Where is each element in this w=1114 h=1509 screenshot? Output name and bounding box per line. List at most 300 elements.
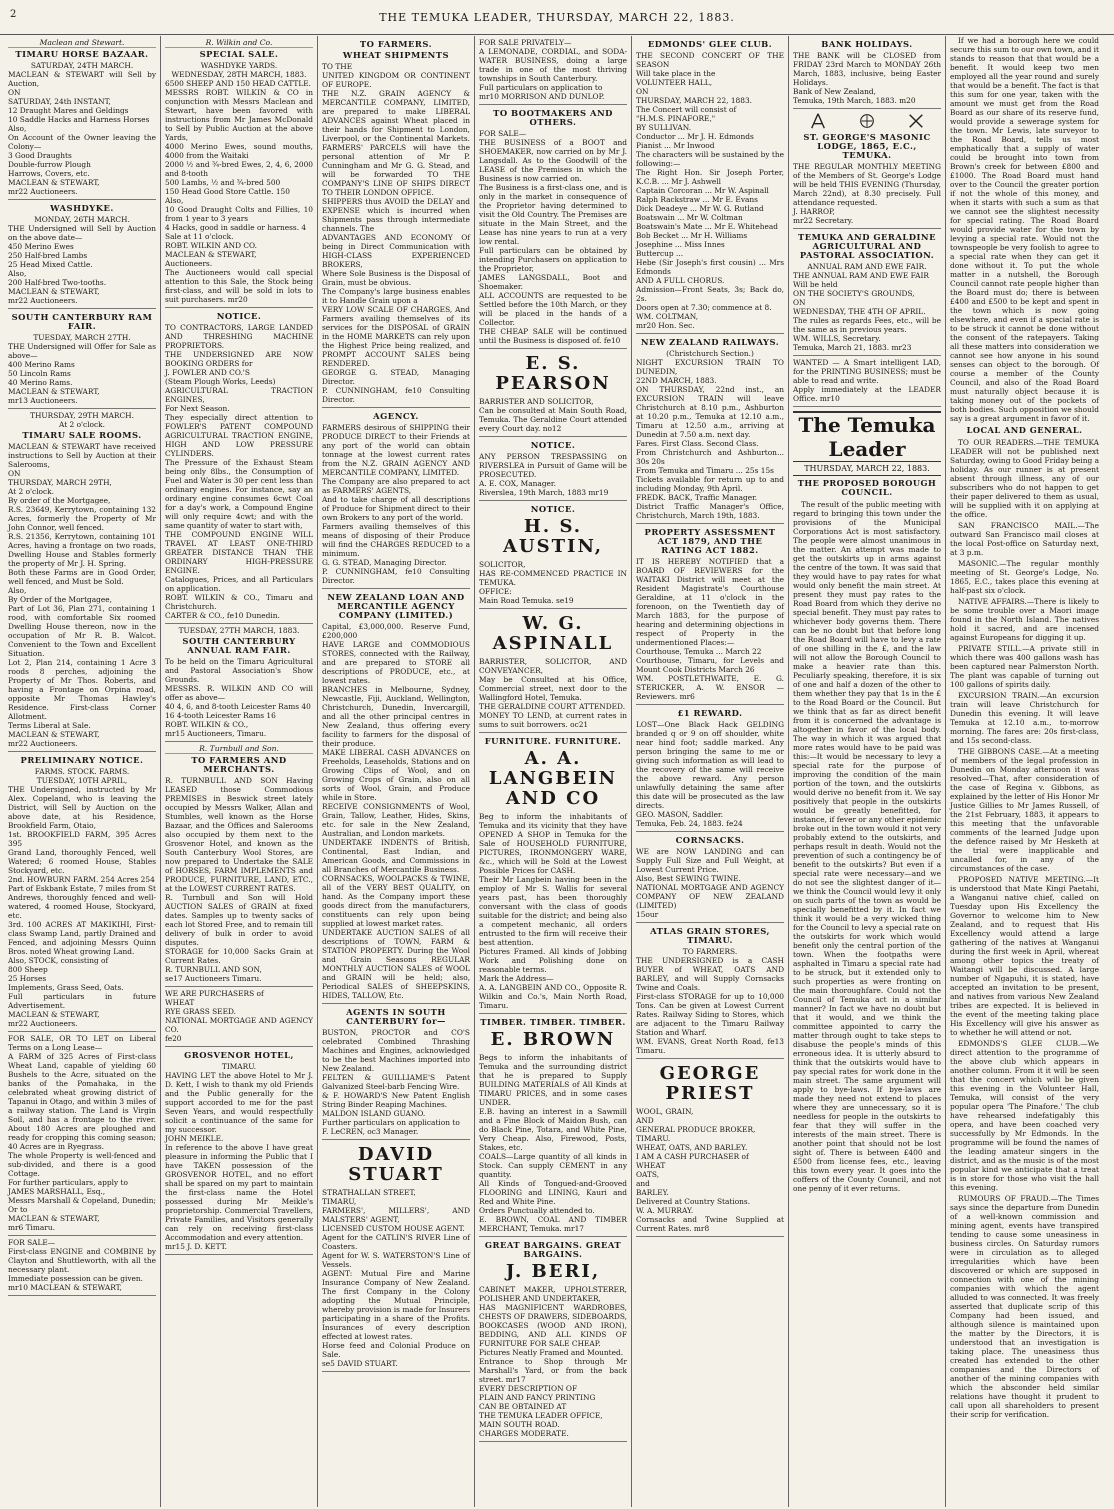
ad-line: 400 Merino Rams — [8, 360, 75, 369]
ad-line: THE UNDERSIGNED is a CASH BUYER of WHEAT, OATS AND BARLEY, and will Supply Cornsacks Twine and Coals. — [636, 956, 784, 992]
ad-line: 4000 Merino Ewes, sound mouths, 4000 from the Waitaki — [165, 142, 313, 160]
ad-sub: TO FARMERS. — [682, 947, 738, 956]
ad-line: THE Undersigned, instructed by Mr Alex. Copeland, who is leaving the District, will Sell by Auction on the above date, at his Residence, Brookfield Farm, Otaio, — [8, 785, 156, 830]
ad-bank-holidays — [793, 36, 941, 109]
ad-line: THE N.Z. GRAIN AGENCY & MERCANTILE COMPANY, LIMITED, are prepared to make LIBERAL ADVANCES against Wheat placed in their hands for Shipment to London, Liverpool, or the Continental Markets. FARMERS' PARCELS will have the personal attention of Mr P. Cunningham and Mr G. G. Stead, and will be forwarded TO THE COMPANY'S LINE OF SHIPS DIRECT TO THEIR LONDON OFFICE. — [322, 89, 470, 197]
ad-line: IT IS HEREBY NOTIFIED that a BOARD OF REVIEWERS for the WAITAKI District will meet at the Resident Magistrate's Courthouse Geraldine, at 11 o'clock in the forenoon, on the Twentieth day of March 1883, for the purpose of hearing and determining objections in respect of Property in the undermentioned Places:— — [636, 557, 784, 647]
ad-line: G. G. STEAD, Managing Director. — [322, 558, 447, 567]
ad-body — [793, 358, 941, 403]
ad-line: 40 Merino Rams. — [8, 378, 73, 387]
ad-line: Will take place in the — [636, 69, 716, 78]
ad-line: ADVANTAGES AND ECONOMY Of being in Direct Communication with HIGH-CLASS EXPERIENCED BROKERS, — [322, 233, 470, 269]
ad-sub: FARMS. STOCK. FARMS. — [34, 767, 130, 776]
ad-line: THE GERALDINE COURT ATTENDED. — [479, 702, 626, 711]
ad-line: mr22 Auctioneers. — [8, 296, 78, 305]
ad-line: For further particulars, apply to — [8, 1178, 128, 1187]
ad-line: The Company's large business enables it to Handle Grain upon a — [322, 287, 470, 305]
ad-line: First-class STORAGE for up to 10,000 Tons. Can be given at Lowest Current Rates. Railway Siding to Stores, which are adjacent to the Timaru Railway Station and Wharf. — [636, 992, 784, 1037]
ad-title: WASHDYKE. — [50, 203, 114, 213]
ad-line: First-class ENGINE and COMBINE by Clayton and Shuttleworth, with all the necessary plant. — [8, 1247, 156, 1274]
ad-preliminary-notice — [8, 752, 156, 1032]
ad-line: WE are NOW LANDING and can Supply Full Size and Full Weight, at Lowest Current Price. — [636, 847, 784, 874]
ad-line: MACLEAN & STEWART, — [8, 1214, 100, 1223]
ad-sub: ANNUAL RAM AND EWE FAIR. — [807, 262, 927, 271]
ad-line: MALDON ISLAND GUANO. — [322, 1109, 426, 1118]
ad-line: FOR SALE— — [8, 1238, 56, 1247]
ad-line: Orders Punctually attended to. — [479, 1206, 595, 1215]
ad-line: R. TURNBULL AND SON Having LEASED those Commodious PREMISES in Beswick street lately occupied by Messrs Walker, Allan and Stumbles, well known as the Horse Bazaar, and the Offices and Salerooms also occupied by them next to the Grosvenor Hotel, and known as the South Canterbury Wool Stores, are now prepared to Undertake the SALE of HORSES, FARM IMPLEMENTS and PRODUCE, FURNITURE, LAND, ETC., at the LOWEST CURRENT RATES. — [165, 776, 313, 893]
ad-title: SOUTH CANTERBURY RAM FAIR. — [11, 312, 153, 331]
ad-body — [322, 622, 470, 1000]
ad-line: FELTEN & GUILLIAME'S Patent Galvanized Steel-barb Fencing Wire. — [322, 1073, 470, 1091]
column-7 — [946, 36, 1103, 1507]
ad-line: A. A. LANGBEIN AND CO., Opposite R. Wilkin and Co.'s, Main North Road, Timaru. — [479, 983, 627, 1010]
ad-line: mr15 J. D. KETT. — [165, 1242, 227, 1251]
ad-sub: TIMARU. — [221, 1062, 257, 1071]
ad-line: mr22 Auctioneers. — [8, 739, 78, 748]
ad-line: Farmers availing themselves of this means of disposing of their Produce will find the CHARGES REDUCED to a minimum. — [322, 522, 470, 558]
ad-title: SPECIAL SALE. — [199, 49, 279, 59]
ad-line: 12 Draught Mares and Geldings — [8, 106, 129, 115]
ad-line: Also, — [165, 196, 184, 205]
ad-line: ANY PERSON TRESPASSING on RIVERSLEA in Pursuit of Game will be PROSECUTED. — [479, 452, 627, 479]
ad-title: GROSVENOR HOTEL, — [184, 1050, 294, 1060]
ad-line: Auctioneers. — [165, 259, 213, 268]
ad-line: Temuka, 19th March, 1883. m20 — [793, 96, 916, 105]
ad-line: BY SULLIVAN. — [636, 123, 692, 132]
ad-name: J. BERI, — [505, 1261, 601, 1282]
ad-date: SATURDAY, 24TH MARCH. — [30, 61, 134, 70]
ad-line: MACLEAN & STEWART, — [8, 387, 100, 396]
ad-title: NOTICE. — [530, 440, 576, 450]
ad-line: MACLEAN & STEWART, — [165, 250, 257, 259]
ad-line: Horse feed and Colonial Produce on Sale. — [322, 1341, 470, 1359]
ad-line: ALL ACCOUNTS are requested to be Settled before the 10th March, or they will be placed in the hands of a Collector. — [479, 291, 627, 327]
ad-property-assessment — [636, 524, 784, 705]
ad-line: Main Road Temuka. se19 — [479, 596, 574, 605]
ad-line: 3rd. 100 ACRES AT MAKIKIHI, First-class Swamp Land, partly Drained and Fenced, and adjoining Messrs Quinn Bros. noted Wheat growing Land. — [8, 920, 156, 956]
ad-line: HAS RE-COMMENCED PRACTICE IN TEMUKA. — [479, 569, 627, 587]
ad-line: ON — [8, 88, 21, 97]
ad-line: Messrs Marshall & Copeland, Dunedin; — [8, 1196, 157, 1205]
ad-line: Where Sole Business is the Disposal of Grain, must be obvious. — [322, 269, 470, 287]
ad-line: NATIONAL MORTGAGE AND AGENCY CO. — [165, 1016, 313, 1034]
ad-line: THE Undersigned will Offer for Sale as above— — [8, 342, 156, 360]
ad-body — [636, 720, 784, 828]
ad-line: Doors open at 7.30; commence at 8. — [636, 303, 772, 312]
ad-line: I AM A CASH PURCHASER of — [636, 1152, 749, 1161]
ad-line: R. Turnbull and Son will Hold AUCTION SALES of GRAIN at fixed dates. Samples up to twenty sacks of each lot Stored Free, and to remain till delivery of bulk in order to avoid disputes. — [165, 893, 313, 947]
ad-line: WM. EVANS, Great North Road, fe13 Timaru. — [636, 1037, 784, 1055]
ad-line: Bob Becket ... Mr H. Williams — [636, 231, 748, 240]
ad-line: TIMARU. — [636, 1134, 671, 1143]
ad-line: Begs to inform the inhabitants of Temuka and the surrounding district that he is prepared to Supply BUILDING MATERIALS of All Kinds at TIMARU PRICES, and in some cases UNDER. — [479, 1053, 627, 1107]
ad-line: All Kinds of Tongued-and-Grooved FLOORING and LINING, Kauri and Red and White Pine. — [479, 1179, 627, 1206]
ad-line: & F. HOWARD'S New Patent English String Binder Reaping Machines. — [322, 1091, 470, 1109]
ad-reward — [636, 705, 784, 832]
crossed-keys-icon — [907, 112, 925, 130]
ad-line: MAKE LIBERAL CASH ADVANCES on Freeholds, Leaseholds, Stations and on Growing Clips of Wool, and on Growing Crops of Grain, also on all sorts of Wool, Grain, and Produce while in Store. — [322, 748, 470, 802]
page-number: 2 — [10, 9, 18, 20]
ad-line: The Right Hon. Sir Joseph Porter, K.C.B. ... Mr J. Ashwell — [636, 168, 784, 186]
ad-line: ON — [636, 87, 649, 96]
ad-head: R. Wilkin and Co. — [165, 38, 313, 48]
ad-cornsacks — [636, 832, 784, 923]
ad-line: WOOL, GRAIN, — [636, 1107, 694, 1116]
ad-line: P. CUNNINGHAM, fe10 Consulting Director. — [322, 386, 470, 404]
ad-line: Captain Corcoran ... Mr W. Aspinall — [636, 186, 769, 195]
ad-line: Apply immediately at the LEADER Office. mr10 — [793, 385, 941, 403]
ad-line: Double-furrow Plough — [8, 160, 91, 169]
ad-line: Courthouse, Temuka ... March 22 — [636, 647, 762, 656]
ad-line: 200 Half-bred Two-tooths. — [8, 278, 107, 287]
ad-trespass-notice — [479, 437, 627, 501]
ad-line: ON THURSDAY, 22nd inst., an EXCURSION TRAIN will leave Christchurch at 8.10 p.m., Ashburton at 10.20 p.m., Temuka at 12.10 a.m., Timaru at 12.50 a.m., arriving at Dunedin at 7.50 a.m. next day. — [636, 385, 784, 439]
ad-line: Hebe (Sir Joseph's first cousin) ... Mrs Edmonds — [636, 258, 784, 276]
ad-line: RECEIVE CONSIGNMENTS of Wool, Grain, Tallow, Leather, Hides, Skins, etc. for sale in the New Zealand, Australian, and London markets. — [322, 802, 470, 838]
ad-line: 1st. BROOKFIELD FARM, 395 Acres 395 — [8, 830, 156, 848]
ad-line: 25 Horses — [8, 974, 47, 983]
ad-line: SHIPPERS thus AVOID the DELAY and EXPENSE which is incurred when Shipments pass through intermediate channels. The — [322, 197, 470, 233]
ad-masonic-lodge — [793, 109, 941, 229]
ad-line: THE UNDERSIGNED ARE NOW BOOKING ORDERS for — [165, 350, 313, 368]
ad-date: THURSDAY, 29TH MARCH. — [30, 411, 134, 420]
ad-line: OFFICE: — [479, 587, 512, 596]
ad-line: Also, — [8, 124, 27, 133]
ad-body — [479, 38, 627, 101]
ad-title: FURNITURE. FURNITURE. — [484, 736, 622, 746]
ad-body — [165, 989, 313, 1043]
ad-line: Riverslea, 19th March, 1883 mr19 — [479, 488, 609, 497]
ad-line: Both these Farms are in Good Order, well fenced, and Must be Sold. — [8, 568, 156, 586]
ad-line: Immediate possession can be given. — [8, 1274, 144, 1283]
ad-line: LOST—One Black Hack GELDING branded q or 9 on off shoulder, white near hind foot; saddle marked. Any person bringing the same to me or giving such information as will lead to the recovery of the same will receive the above reward. Any person unlawfully detaining the same after this date will be prosecuted as the law directs. — [636, 720, 784, 810]
ad-body — [793, 271, 941, 352]
ad-line: Can be consulted at Main South Road, Temuka. The Geraldine Court attended every Court day. no12 — [479, 406, 627, 433]
ad-bootmakers — [479, 105, 627, 349]
ad-beri — [479, 1237, 627, 1442]
ad-body — [479, 560, 627, 605]
ad-line: THE REGULAR MONTHLY MEETING of the Members of St. George's Lodge will be held THIS EVENING (Thursday, March 22nd), at 8.30 precisely. Full attendance requested. — [793, 162, 941, 207]
ad-pearson — [479, 349, 627, 437]
ad-line: VERY LOW SCALE OF CHARGES, And Farmers availing themselves of its services for the DISPOSAL of GRAIN in the HOME MARKETS can rely upon the Highest Price being realized, and PROMPT ACCOUNT SALES being RENDERED. — [322, 305, 470, 368]
ad-line: Capital, £3,000,000. Reserve Fund, £200,000 — [322, 622, 470, 640]
ad-line: MACLEAN & STEWART, — [8, 730, 100, 739]
ad-line: The Pressure of the Exhaust Steam being only 8lbs., the Consumption of Fuel and Water is 30 per cent less than ordinary engines. For instance, say an ordinary engine consumes 6cwt Coal for a day's work, a Compound Engine will only require 4cwt; and with the same quantity of water to start with, — [165, 458, 313, 530]
ad-line: F. LeCREN, oc3 Manager. — [322, 1127, 419, 1136]
ad-line: Or to — [8, 1205, 28, 1214]
ad-brown-timber — [479, 1014, 627, 1237]
ad-line: RYE GRASS SEED. — [165, 1007, 236, 1016]
ad-line: 15our — [636, 910, 659, 919]
paragraph: SAN FRANCISCO MAIL.—The outward San Francisco mail closes at the local Post-office on Saturday next, at 3 p.m. — [950, 521, 1099, 557]
ad-line: THE CHEAP SALE will be continued until the Business is disposed of. fe10 — [479, 327, 627, 345]
ad-line: VOLUNTEER HALL, — [636, 78, 713, 87]
ad-line: SOLICITOR, — [479, 560, 526, 569]
ad-line: And to take charge of all descriptions of Produce for Shipment direct to their own Brokers to any port of the world. — [322, 495, 470, 522]
ad-date: TUESDAY, 10TH APRIL, — [36, 776, 128, 785]
ad-line: Boatswain ... Mr W. Coltman — [636, 213, 743, 222]
ad-body — [165, 657, 313, 738]
ad-line: Further particulars on application to — [322, 1118, 460, 1127]
ad-line: mr13 Auctioneers. — [8, 396, 78, 405]
ad-annual-ram-fair — [165, 624, 313, 742]
ad-line: Courthouse, Timaru, for Levels and Mount Cook Districts March 26 — [636, 656, 784, 674]
ad-line: To be held on the Timaru Agricultural and Pastoral Association's Show Grounds. — [165, 657, 313, 684]
ad-date: MONDAY, 26TH MARCH. — [34, 215, 130, 224]
ad-line: 22ND MARCH, 1883. — [636, 376, 717, 385]
ad-line: ON THE SOCIETY'S GROUNDS, — [793, 289, 915, 298]
ad-body — [636, 1107, 784, 1233]
ad-line: TIMARU, — [322, 1197, 357, 1206]
ad-line: BARLEY. — [636, 1188, 669, 1197]
ad-line: Pictures Framed. All kinds of Jobbing Work and Polishing done on reasonable terms. — [479, 947, 627, 974]
ad-farm-for-sale — [8, 1032, 156, 1236]
paragraph: If we had a borough here we could secure this sum to our own town, and it stands to reason that that would be a benefit. It would keep two men employed all the year round and surely that would be a benefit. The fact is that this sum for one year, taken with the amount we must get from the Road Board as our share of its reserve fund, would provide a sewerage system for the town. Mr Lewis, late surveyor to the Road Board, tells us most emphatically that a supply of water could be brought into town from Brown's creek for between £800 and £1000. The Road Board must hand over to the Council the greater portion if not the whole of this money, and when it starts with such a sum as that we cannot see the slightest necessity for special rating. The Road Board would provide water for the town by levying a special rate. Would not the townspeople be very foolish to agree to a special rate when they can get it done without it. To put the whole matter in a nutshell, the Borough Council cannot rate people higher than the Board must do; there is between £400 and £500 to be kept and spent in the town which is now going elsewhere, and even if a special rate is to be struck it cannot be done without the consent of the ratepayers. Taking all these matters into consideration we cannot see how anyone in his sound senses can object to the borough. Of course a member of the County Council, and also of the Road Board must naturally object because it is taking money out of the pockets of both bodies. Such opposition we should say is a great argument in favor of it. — [950, 36, 1099, 423]
ad-line: District Traffic Manager's Office, Christchurch, March 19th, 1883. — [636, 502, 784, 520]
ad-line: Fares. First Class. Second Class. — [636, 439, 759, 448]
ad-body — [479, 1053, 627, 1233]
ad-line: Cornsacks and Twine Supplied at Current Rates. mr8 — [636, 1215, 784, 1233]
ad-line: Temuka, March 21, 1883. mr23 — [793, 343, 912, 352]
ad-line: Entrance to Shop through Mr Marshall's Yard, or from the back street. mr17 — [479, 1357, 627, 1384]
ad-line: COALS—Large quantity of all kinds in Stock. Can supply CEMENT in any quantity. — [479, 1152, 627, 1179]
ad-title: AGENTS IN SOUTH CANTERBURY for— — [346, 1007, 446, 1026]
article-body — [793, 500, 941, 1193]
paragraph: RUMOURS OF FRAUD.—The Times says since the departure from Dunedin of a well-known commission and mining agent, events have transpired tending to cause some uneasiness in business circles. On Saturday rumors were in circulation as to alleged irregularities which have been discovered or which are supposed in connection with one of the mining companies with which the agent alluded to was connected. It was freely asserted that duplicate scrip of this Company had been issued, and although silence is maintained upon the matter by the Directors, it is understood that an investigation is taking place. The uneasiness thus created has extended to the other companies and the Directors of another of the mining companies with which the absconder held similar relations have thought it prudent to call upon all shareholders to present their scrip for verification. — [950, 1194, 1099, 1419]
ad-line: mr20 Hon. Sec. — [636, 321, 695, 330]
paragraph: The result of the public meeting with regard to bringing this town under the provisions of the Municipal Corporations Act is most satisfactory. The people were almost unanimous in the matter. An attempt was made to get the outskirts up in arms against the centre of the town. It was said that they would have to pay rates for what would only benefit the main street. At present they must pay rates to the Road Board from which they derive no special benefit. They must pay rates to whichever body governs them. There can be no doubt but that before long the Road Board will have to levy a rate of one shilling in the £, and the law will not allow the Borough Council to make a heavier rate than this. Peculiarly speaking, therefore, it is six of one and half a dozen of the other to them whether they pay that 1s in the £ to the Road Board or the Council. But we think that as far as direct benefit from it is concerned the advantage is altogether in favor of the local body. The way in which it was argued that more rates would have to be paid was this:—It would be necessary to levy a special rate for the purpose of improving the condition of the main portion of the town, and the outskirts would derive no benefit from it. We say positively that people in the outskirts would be greatly benefitted, for instance, if fever or any other epidemic broke out in the town would it not very probably extend to the outskirts, and perhaps result in death. Would not the prevention of such a contingency be of benefit to the outskirts? But even if a special rate were necessary—and we do not see the slightest danger of it—we think the Council would levy it only on such parts of the town as would be specially benefitted by it. In fact we think it would be a very wicked thing for the Council to levy a special rate on the outskirts for work which would benefit only the central portion of the town. When the footpaths were asphalted in Timaru a special rate had to be struck, but it extended only to such properties as were fronting on the main thoroughfare. Could not the Council of Temuka act in a similar manner? In fact we have no doubt but that it would, and we think the committee appointed to carry the matter through ought to take steps to disabuse the people's minds of this erroneous idea. It is utterly absurd to think that the outskirts would have to pay special rates for work done in the main street. The same argument will apply to bye-laws. If bye-laws are made they need not extend to places where they are unnecessary, so it is needless for people in the outskirts to fear that they will suffer in the interests of the main street. There is another point that should not be lost sight of. There is between £400 and £500 from license fees, etc., leaving this town every year. It goes into the coffers of the County Council, and not one penny of it ever returns. — [793, 500, 941, 1193]
ad-line: The whole Property is well-fenced and sub-divided, and there is a good Cottage. — [8, 1151, 156, 1178]
ad-name: GEORGE PRIEST — [659, 1063, 761, 1104]
ad-line: Agent for W. S. WATERSTON'S Line of Vessels. — [322, 1251, 470, 1269]
paragraph: NATIVE AFFAIRS.—There is likely to be some trouble over a Maori image found in the North Island. The natives hold it sacred, and are incensed against Europeans for digging it up. — [950, 597, 1099, 642]
ad-line: A LEMONADE, CORDIAL, and SODA-WATER BUSINESS, doing a large trade in one of the most thriving townships in South Canterbury. — [479, 47, 627, 83]
ad-aspinall — [479, 609, 627, 733]
ad-line: Temuka, Feb. 24, 1883. fe24 — [636, 819, 743, 828]
ad-line: Agent for the CATLIN'S RIVER Line of Coasters. — [322, 1233, 470, 1251]
ad-line: FOR SALE— — [479, 129, 527, 138]
ad-line: P. CUNNINGHAM, fe10 Consulting Director. — [322, 567, 470, 585]
ad-line: From Temuka and Timaru ... 25s 15s — [636, 466, 774, 475]
ad-line: WM. POSTLETHWAITE, E. G. STERICKER, A. W. ENSOR — Reviewers. mr6 — [636, 674, 784, 701]
ad-line: WANTED — A Smart intelligent LAD, for the PRINTING BUSINESS; must be able to read and write. — [793, 358, 941, 385]
ad-body — [8, 1238, 156, 1292]
ad-title: NEW ZEALAND RAILWAYS. — [640, 337, 780, 347]
ad-line: mr22 Auctioneers. — [8, 187, 78, 196]
ad-line: Also, Best SEWING TWINE. — [636, 874, 741, 883]
column-1 — [4, 36, 161, 1507]
ad-line: mr22 Secretary. — [793, 216, 854, 225]
ad-body — [165, 1071, 313, 1251]
ad-body — [322, 1028, 470, 1136]
paragraph: TO OUR READERS.—THE TEMUKA LEADER will not be published next Saturday, owing to Good Friday being a holiday. As our runner is at present absent through illness, any of our subscribers who do not happen to get their paper delivered to them as usual, will be supplied with it on applying at the office. — [950, 438, 1099, 519]
ad-title: EDMONDS' GLEE CLUB. — [647, 39, 773, 49]
ad-line: FREDK. BACK, Traffic Manager. — [636, 493, 758, 502]
ad-austin — [479, 501, 627, 609]
ad-line: TO CONTRACTORS, LARGE LANDED AND THRESHING MACHINE PROPRIETORS. — [165, 323, 313, 350]
ad-line: ON — [793, 298, 806, 307]
newspaper-nameplate: The Temuka Leader — [793, 411, 941, 462]
ad-line: BUSTON, PROCTOR and CO'S celebrated Combined Thrashing Machines and Engines, acknowledged to be the best Machines imported into New Zealand. — [322, 1028, 470, 1073]
ad-line: By order of the Mortgagee, — [8, 496, 111, 505]
ad-line: CHARGES MODERATE. — [479, 1429, 569, 1438]
ad-sub: WHEAT SHIPMENTS — [342, 50, 450, 60]
ad-line: and — [636, 1179, 650, 1188]
ad-line: GENERAL PRODUCE BROKER, — [636, 1125, 756, 1134]
ad-line: Also, — [8, 269, 27, 278]
ad-railways — [636, 334, 784, 524]
ad-body — [8, 442, 156, 748]
paragraph: EDMONDS'S GLEE CLUB.—We direct attention to the programme of the above club which appears in another column. From it it will be seen that the concert which will be given this evening in the Volunteer Hall, Temuka, will consist of the very popular opera 'The Pinafore.' The club have rehearsed indefatigably this opera, and have been coached very successfully by Mr Edmonds. In the programme will be found the names of the leading amateur singers in the district, and as the music is of the most popular kind we anticipate that a treat is in store for those who visit the hall this evening. — [950, 1039, 1099, 1192]
ad-washdyke — [8, 200, 156, 309]
ad-line: Josephine ... Miss Innes — [636, 240, 725, 249]
ad-line: WHEAT — [165, 998, 195, 1007]
ad-line: R.S. 23649, Kerrytown, containing 132 Acres, formerly the Property of Mr John Connor, well fenced. — [8, 505, 156, 532]
ad-line: Bank of New Zealand, — [793, 87, 877, 96]
ad-sub: WASHDYKE YARDS. — [200, 61, 278, 70]
ad-line: se5 DAVID STUART. — [322, 1359, 398, 1368]
ad-title: TEMUKA AND GERALDINE AGRICULTURAL AND PASTORAL ASSOCIATION. — [798, 232, 936, 260]
ad-line: CABINET MAKER, UPHOLSTERER, POLISHER AND UNDERTAKER, — [479, 1285, 627, 1303]
ad-line: Lot 2, Plan 214, containing 1 Acre 3 roods 8 perches, adjoining the Property of Mr Thos. Roberts, and having a Frontage on Orpina road, opposite Mr Thomas Hawley's Residence. First-class Corner Allotment. — [8, 658, 156, 721]
ad-line: BARRISTER, SOLICITOR, AND CONVEYANCER, — [479, 657, 627, 675]
ad-line: JOHN MEIKLE. — [165, 1134, 224, 1143]
ad-line: THE BANK will be CLOSED from FRIDAY 23rd March to MONDAY 26th March, 1883, inclusive, being Easter Holidays. — [793, 51, 941, 87]
ad-line: STRATHALLAN STREET, — [322, 1188, 416, 1197]
compass-icon — [809, 112, 827, 130]
ad-line: MACLEAN & STEWART, — [8, 1010, 100, 1019]
ad-title: NEW ZEALAND LOAN AND MERCANTILE AGENCY COMPANY (LIMITED.) — [327, 592, 465, 620]
ad-line: 4 Hacks, good in saddle or harness. 4 — [165, 223, 307, 232]
ad-line: Part of Eskbank Estate, 7 miles from St Andrews, thoroughly fenced and well-watered, 4 roomed House, Stockyard, etc. — [8, 884, 156, 920]
ad-line: 150 Head Good Store Cattle. 150 — [165, 187, 290, 196]
ad-title: NOTICE. — [216, 311, 262, 321]
ad-line: NATIONAL MORTGAGE AND AGENCY COMPANY OF NEW ZEALAND (LIMITED) — [636, 883, 784, 910]
ad-agents-south-canterbury — [322, 1004, 470, 1140]
ad-line: WM. WILLS, Secretary. — [793, 334, 881, 343]
ad-line: In reference to the above I have great pleasure in informing the Public that I have TAKEN possession of the GROSVENOR HOTEL, and no effort shall be spared on my part to maintain the first-class name the Hotel possessed during Mr Meikle's proprietorship. Commercial Travellers, Private Families, and Visitors generally can rely on receiving first-class Accommodation and every attention. — [165, 1143, 313, 1242]
columns — [4, 36, 1110, 1507]
dateline: THURSDAY, MARCH 22, 1883. — [793, 464, 941, 476]
ad-line: WE ARE PURCHASERS of — [165, 989, 264, 998]
ad-line: Dick Deadeye ... Mr W. G. Rutland — [636, 204, 764, 213]
ad-line: ON — [8, 469, 21, 478]
ad-line: AGENT: Mutual Fire and Marine Insurance Company of New Zealand. The first Company in the Colony adopting the Mutual Principle, whereby provision is made for Insurers participating in a share of the Profits. Insurances of every description effected at lowest rates. — [322, 1269, 470, 1341]
ad-wanted-lad — [793, 356, 941, 407]
ad-line: mr6 Timaru. — [8, 1223, 55, 1232]
ad-line: 10 Good Draught Colts and Fillies, 10 from 1 year to 3 years — [165, 205, 313, 223]
ad-glee-club — [636, 36, 784, 334]
ad-line: ROBT. WILKIN AND CO. — [165, 241, 257, 250]
ad-line: TO THE — [322, 62, 353, 71]
ad-line: 6500 SHEEP AND 150 HEAD CATTLE. — [165, 79, 312, 88]
ad-line: 800 Sheep — [8, 965, 48, 974]
column-6 — [789, 36, 946, 1507]
ad-body — [165, 776, 313, 983]
ad-line: 500 Lambs, ½ and ¾-bred 500 — [165, 178, 281, 187]
column-4 — [475, 36, 632, 1507]
ad-date: TUESDAY, MARCH 27TH. — [33, 333, 131, 342]
ad-date: WEDNESDAY, 28TH MARCH, 1883. — [171, 70, 307, 79]
ad-title: ATLAS GRAIN STORES, TIMARU. — [650, 926, 770, 945]
ad-line: mr15 Auctioneers, Timaru. — [165, 729, 267, 738]
ad-line: MONEY TO LEND, at current rates in sums to suit borrowers. oc21 — [479, 711, 627, 729]
ad-line: E. BROWN, COAL AND TIMBER MERCHANT, Temuka. mr17 — [479, 1215, 627, 1233]
ad-body — [793, 51, 941, 105]
ad-line: OATS, — [636, 1170, 660, 1179]
ad-line: AND — [636, 1116, 654, 1125]
ad-line: From Christchurch and Ashburton... 30s 20s — [636, 448, 784, 466]
ad-line: HAVE LARGE and COMMODIOUS STORES, connected with the Railway, and are prepared to STORE all descriptions of PRODUCE, etc., at lowest rates. — [322, 640, 470, 685]
ad-line: The Business is a first-class one, and is only in the market in consequence of the Proprietor having determined to visit the Old Country. The Premises are situate in the Main Street, and the Lease has nine years to run at a very low rental. — [479, 183, 627, 246]
ad-line: A. E. COX, Manager. — [479, 479, 556, 488]
ad-line: CAN BE OBTAINED AT — [479, 1402, 567, 1411]
ad-line: A FARM of 325 Acres of First-class Wheat Land, capable of yielding 60 Bushels to the Acre, situated on the banks of the Pomahaka, in the celebrated wheat growing district of Tapanui in Otago, and within 3 miles of a railway station. The Land is Virgin Soil, and has a frontage to the river. About 180 Acres are ploughed and ready for cropping this coming season; 40 Acres are in Ryegrass. — [8, 1052, 156, 1151]
ad-line: MESSRS ROBT. WILKIN & CO in conjunction with Messrs Maclean and Stewart, have been favored with instructions from Mr James McDonald to Sell by Public Auction at the above Yards, — [165, 88, 313, 142]
ad-title: TO FARMERS. — [359, 39, 433, 49]
local-general-title: LOCAL AND GENERAL. — [966, 425, 1083, 435]
ad-line: LICENSED CUSTOM HOUSE AGENT. — [322, 1224, 465, 1233]
ad-body — [636, 847, 784, 919]
ad-line: HAS MAGNIFICENT WARDROBES, CHESTS OF DRAWERS, SIDEBOARDS, BOOKCASES (WOOD AND IRON), BEDDING, AND ALL KINDS OF FURNITURE FOR SALE CHEAP. — [479, 1303, 627, 1348]
ad-title: PROPERTY ASSESSMENT ACT 1879, AND THE RATING ACT 1882. — [644, 527, 776, 555]
ad-atlas-grain — [636, 923, 784, 1059]
ad-line: THE SECOND CONCERT OF THE SEASON — [636, 51, 784, 69]
ad-line: R. TURNBULL AND SON, — [165, 965, 262, 974]
ad-body — [322, 423, 470, 585]
ad-line: Grand Land, thoroughly Fenced, well Watered; 6 roomed House, Stables Stockyard, etc. — [8, 848, 156, 875]
ad-george-priest — [636, 1059, 784, 1237]
page-header-title: THE TEMUKA LEADER, THURSDAY, MARCH 22, 1883. — [379, 10, 735, 24]
ad-title: £1 REWARD. — [677, 708, 743, 718]
ad-line: MACLEAN & STEWART, — [8, 287, 100, 296]
ad-special-sale — [165, 36, 313, 308]
ad-line: AGRICULTURAL TRACTION ENGINES, — [165, 386, 313, 404]
ad-title: ST. GEORGE'S MASONIC LODGE, 1865, E.C., TEMUKA. — [803, 132, 931, 160]
ad-line: J. FOWLER AND CO.'S — [165, 368, 250, 377]
ad-title: BANK HOLIDAYS. — [821, 39, 913, 49]
paragraph: THE GIBBONS CASE.—At a meeting of members of the legal profession in Dunedin on Monday afternoon it was resolved—That, after consideration of the case of Regina v. Gibbons, as explained by the letter of His Honor Mr Justice Gillies to Mr James Russell, of the 21st February, 1883, it appears to this meeting that the unfavorable comments of the learned Judge upon the defence raised by Mr Hesketh at the trial were inapplicable and uncalled for, in any of the circumstances of the case. — [950, 747, 1099, 873]
ad-title: SOUTH CANTERBURY ANNUAL RAM FAIR. — [182, 636, 296, 655]
column-5 — [632, 36, 789, 1507]
ad-line: W. A. MURRAY. — [636, 1206, 694, 1215]
ad-line: "H.M.S. PINAFORE," — [636, 114, 716, 123]
ad-line: JAMES MARSHALL, Esq., — [8, 1187, 106, 1196]
ad-title: GREAT BARGAINS. GREAT BARGAINS. — [484, 1240, 622, 1259]
ad-ram-ewe-fair — [793, 229, 941, 356]
ad-line: Terms Liberal at Sale. — [8, 721, 91, 730]
ad-title: PRELIMINARY NOTICE. — [20, 755, 144, 765]
ad-line: PLAIN AND FANCY PRINTING — [479, 1393, 596, 1402]
paragraph: MASONIC.—The regular monthly meeting of St. George's Lodge, No. 1865, E.C., takes place this evening at half-past six o'clock. — [950, 559, 1099, 595]
ad-line: FOR SALE PRIVATELY— — [479, 38, 572, 47]
ad-body — [479, 452, 627, 497]
ad-line: WHEAT, OATS, AND BARLEY. — [636, 1143, 748, 1152]
ad-line: Boatswain's Mate ... Mr E. Whitehead — [636, 222, 779, 231]
ad-fowler-engines — [165, 308, 313, 624]
ad-sub: (Christchurch Section.) — [666, 349, 754, 358]
ad-ram-fair — [8, 309, 156, 409]
ad-line: MACLEAN & STEWART, — [8, 178, 100, 187]
ad-head: Maclean and Stewart. — [8, 38, 156, 48]
ad-david-stuart — [322, 1140, 470, 1372]
ad-body — [8, 342, 156, 405]
ad-name: E. S. PEARSON — [495, 353, 611, 394]
ad-line: Buttercup ... — [636, 249, 684, 258]
ad-line: Beg to inform the inhabitants of Temuka and its vicinity that they have OPENED A SHOP in Temuka for the Sale of HOUSEHOLD FURNITURE, PICTURES, IRONMONGERY WARE, &c., which will be Sold at the Lowest Possible Prices for CASH. — [479, 812, 627, 875]
page-header — [0, 0, 1114, 35]
